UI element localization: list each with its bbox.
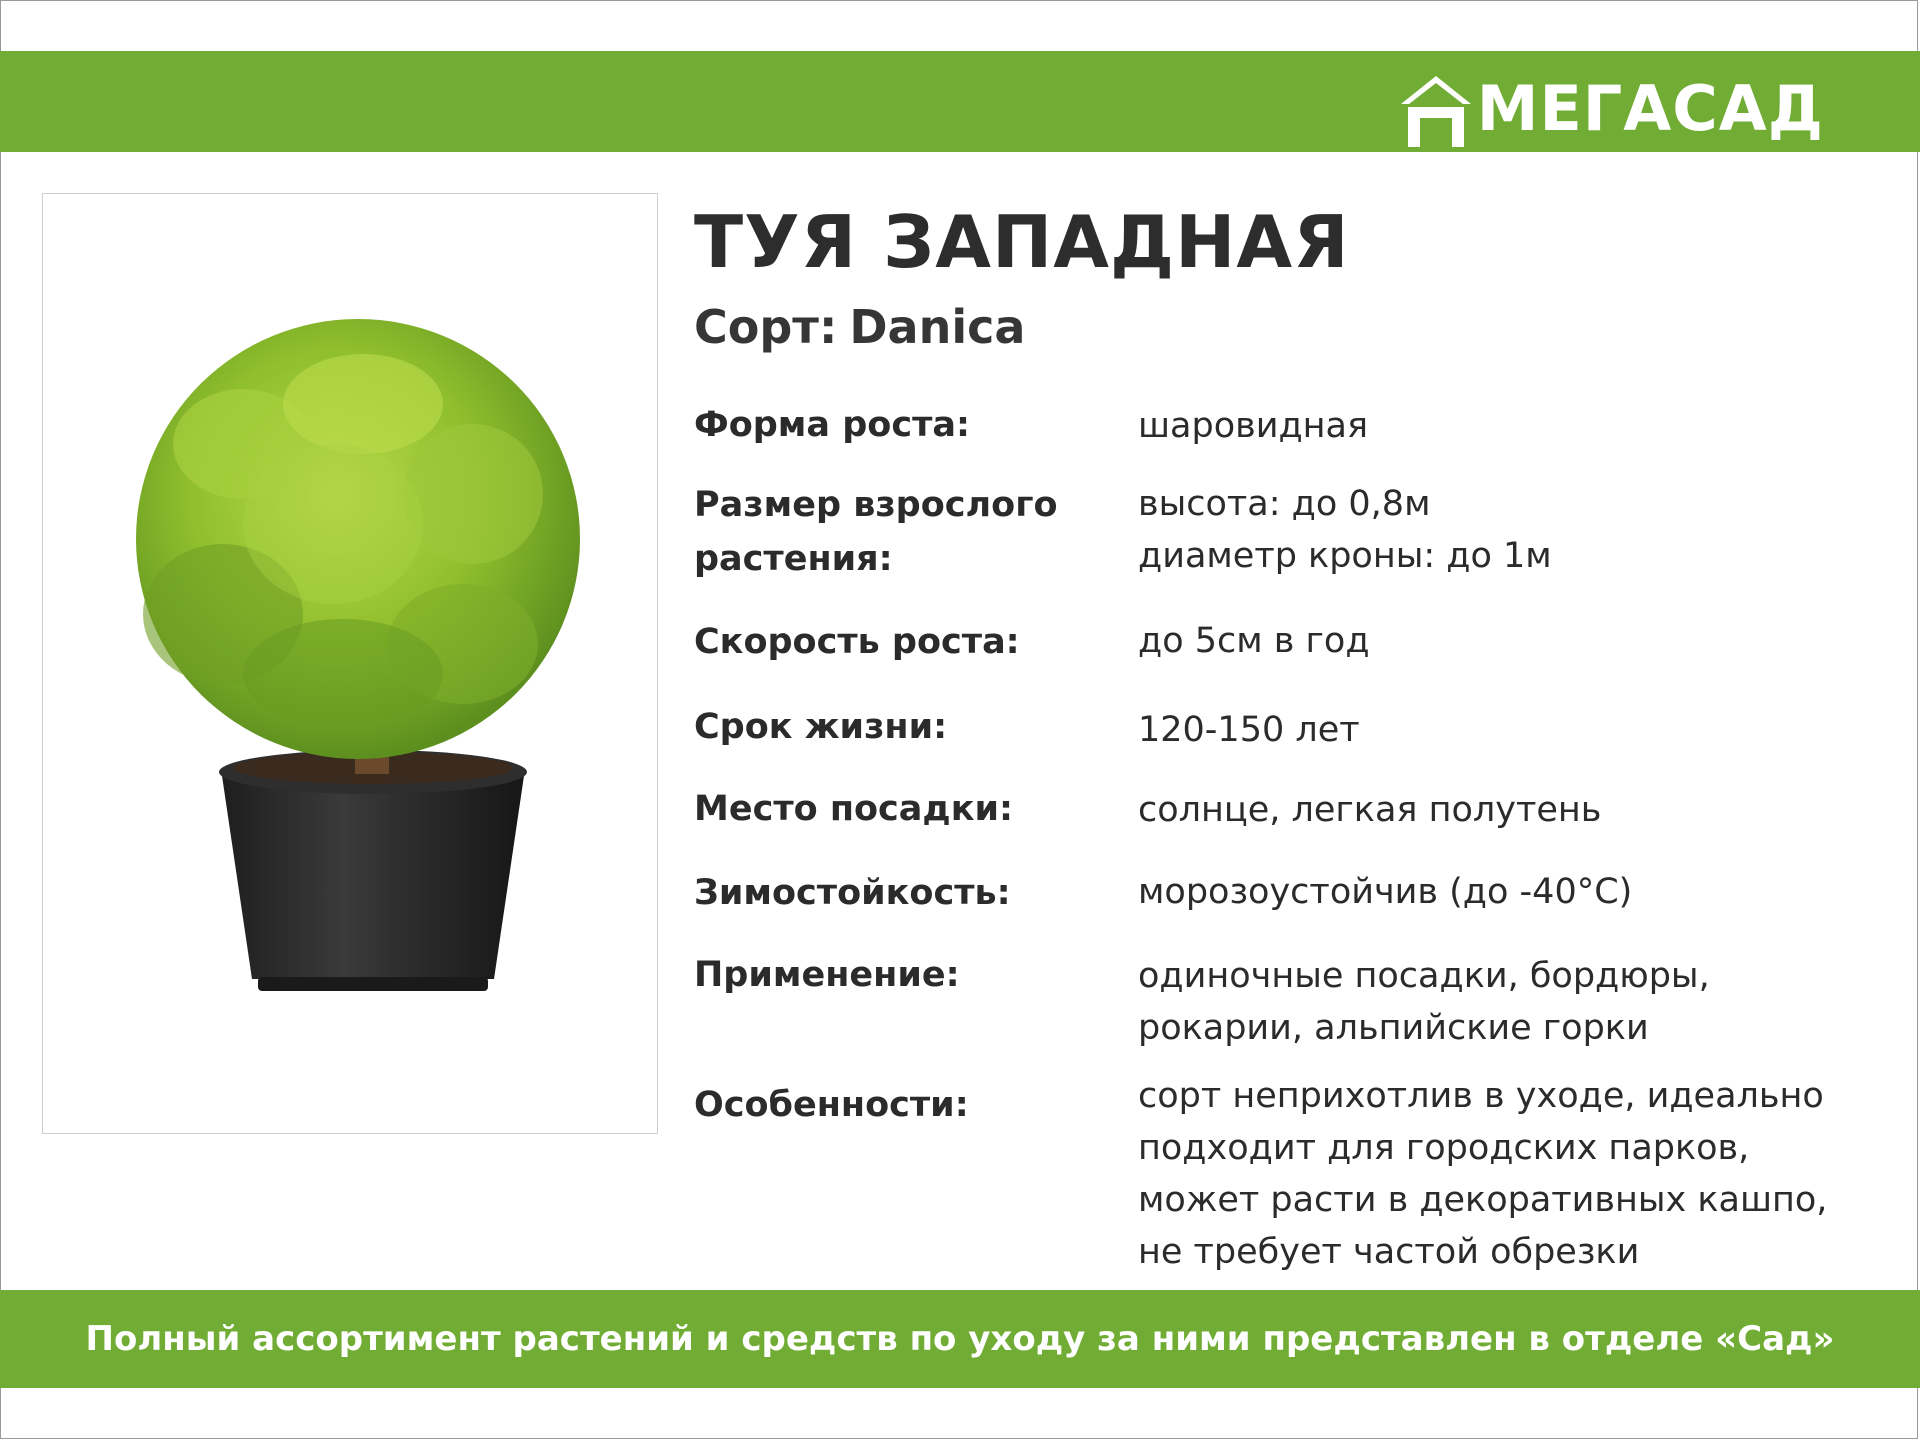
spec-value-growth-form: шаровидная (1138, 406, 1369, 446)
variety-value: Danica (849, 300, 1026, 354)
footer-text: Полный ассортимент растений и средств по уходу за ними представлен в отделе «Сад» (85, 1319, 1835, 1359)
brand-logo (1399, 60, 1824, 150)
spec-value-mature-size: высота: до 0,8м диаметр кроны: до 1м (1138, 484, 1552, 576)
spec-label-planting-site: Место посадки: (694, 789, 1013, 829)
spec-value-usage: одиночные посадки, бордюры, рокарии, альпийские горки (1138, 956, 1710, 1048)
footer-band (0, 1290, 1920, 1388)
product-title: ТУЯ ЗАПАДНАЯ (694, 200, 1350, 284)
variety-label: Сорт: (694, 300, 838, 354)
spec-value-growth-rate: до 5см в год (1138, 621, 1370, 661)
spec-value-features: сорт неприхотлив в уходе, идеально подходит для городских парков, может расти в декоративных кашпо, не требует частой обрезки (1138, 1076, 1828, 1272)
thuja-in-pot-image (43, 194, 657, 1133)
spec-value-hardiness: морозоустойчив (до -40°С) (1138, 872, 1633, 912)
product-photo (42, 193, 658, 1134)
spec-label-usage: Применение: (694, 955, 960, 995)
spec-value-lifespan: 120-150 лет (1138, 710, 1360, 750)
brand-name: МЕГАСАД (1476, 72, 1824, 145)
spec-label-hardiness: Зимостойкость: (694, 873, 1011, 913)
spec-label-mature-size: Размер взрослого растения: (694, 485, 1058, 579)
spec-value-planting-site: солнце, легкая полутень (1138, 790, 1602, 830)
spec-label-growth-form: Форма роста: (694, 405, 970, 445)
spec-label-growth-rate: Скорость роста: (694, 622, 1020, 662)
spec-label-features: Особенности: (694, 1085, 969, 1125)
spec-label-lifespan: Срок жизни: (694, 707, 948, 747)
product-variety (694, 300, 1025, 354)
house-icon (1399, 70, 1473, 150)
